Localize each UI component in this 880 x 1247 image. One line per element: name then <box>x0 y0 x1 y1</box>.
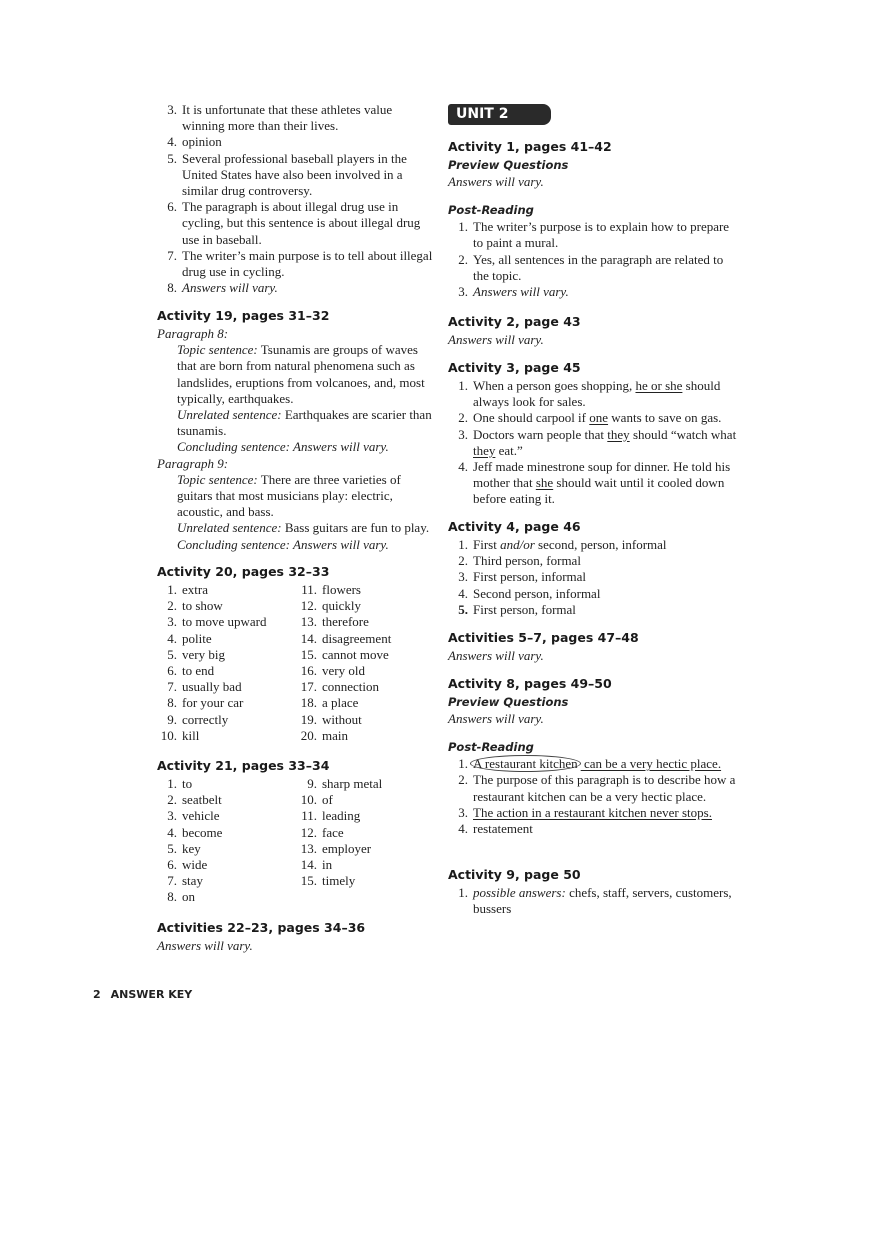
text-segment: they <box>473 442 496 458</box>
item-number: 11. <box>301 582 317 597</box>
topic-sentence <box>157 342 437 407</box>
text-segment: The writer’s main purpose is to tell about illegal drug use in cycling. <box>182 247 433 280</box>
section-heading: Activity 19, pages 31–32 <box>157 308 330 323</box>
section-heading: Activity 4, page 46 <box>448 519 581 534</box>
section-heading: Activity 20, pages 32–33 <box>157 564 330 579</box>
item-number: 19. <box>300 711 317 727</box>
text-segment: It is unfortunate that these athletes value winning more than their lives. <box>182 102 393 134</box>
list-item <box>448 427 738 459</box>
text-segment: she <box>535 475 554 491</box>
list-item <box>297 873 437 889</box>
activity-9 <box>448 866 738 917</box>
item-text <box>468 378 738 410</box>
item-text: to end <box>182 663 215 679</box>
paragraph-label: Paragraph 9: <box>157 455 229 471</box>
item-text: to move upward <box>182 614 267 630</box>
item-number: 20. <box>300 727 317 743</box>
item-number: 17. <box>300 679 317 695</box>
list-item <box>448 602 738 618</box>
list-item <box>297 712 437 728</box>
item-text: a place <box>322 695 359 711</box>
section-heading: Activity 9, page 50 <box>448 867 581 882</box>
item-number: 2. <box>458 553 468 569</box>
item-text: to <box>182 776 193 791</box>
item-text: leading <box>322 808 361 824</box>
list-item <box>297 695 437 711</box>
item-text: wide <box>182 857 208 873</box>
list-item <box>448 553 738 569</box>
text-segment: should always look for sales. <box>473 378 721 410</box>
text-segment: possible answers: <box>473 885 566 900</box>
subheading: Post-Reading <box>448 203 534 218</box>
column-1 <box>157 582 297 744</box>
list-item <box>297 728 437 744</box>
text-segment: Third person, formal <box>473 553 581 569</box>
item-text <box>468 284 738 300</box>
item-number: 7. <box>167 679 177 695</box>
item-number: 4. <box>167 824 177 840</box>
list-item <box>448 219 738 251</box>
activity-1 <box>448 138 738 300</box>
item-text <box>468 553 738 569</box>
list-item <box>448 805 738 821</box>
activity-4 <box>448 518 738 618</box>
section-heading: Activity 1, pages 41–42 <box>448 139 612 154</box>
text-segment: Answers will vary. <box>182 280 278 296</box>
activity-8 <box>448 675 738 837</box>
text-segment: chefs, staff, servers, customers, bussers <box>473 885 732 917</box>
column-2 <box>297 582 437 744</box>
text-segment: and/or <box>500 537 535 552</box>
text-segment: Answers will vary. <box>473 284 569 300</box>
text-segment: can be a very hectic place. <box>580 756 722 772</box>
item-text <box>177 102 437 134</box>
item-number: 16. <box>300 663 317 679</box>
list-item <box>297 857 437 873</box>
item-text <box>468 885 738 917</box>
item-number: 3. <box>167 614 177 630</box>
item-number: 1. <box>167 582 177 597</box>
column-1 <box>157 776 297 906</box>
item-number: 2. <box>167 792 177 808</box>
answer-list <box>448 219 738 300</box>
section-heading: Activity 3, page 45 <box>448 360 581 375</box>
unrelated-sentence <box>157 520 437 536</box>
item-number: 3. <box>167 808 177 824</box>
concluding-sentence: Concluding sentence: Answers will vary. <box>177 439 389 455</box>
list-item <box>448 378 738 410</box>
list-item <box>448 252 738 284</box>
item-number: 4. <box>167 134 177 150</box>
text-segment: he or she <box>635 378 683 393</box>
text-segment: The purpose of this paragraph is to describe how a restaurant kitchen can be a very hectic place. <box>473 772 736 804</box>
answer-text: Answers will vary. <box>157 938 253 953</box>
list-item <box>297 792 437 808</box>
answer-text: Answers will vary. <box>448 648 544 663</box>
list-item <box>157 199 437 248</box>
text-segment: Second person, informal <box>473 585 601 601</box>
list-item <box>448 459 738 508</box>
item-text: sharp metal <box>322 776 383 791</box>
item-number: 2. <box>167 598 177 614</box>
list-item <box>297 647 437 663</box>
footer-label: ANSWER KEY <box>110 988 193 1001</box>
list-item <box>297 825 437 841</box>
item-number: 6. <box>167 199 177 215</box>
item-text: stay <box>182 873 203 889</box>
item-number: 14. <box>300 630 317 646</box>
item-number: 1. <box>458 756 468 772</box>
activity-2 <box>448 313 738 348</box>
item-number: 9. <box>307 776 317 791</box>
subheading: Preview Questions <box>448 158 569 172</box>
item-text <box>177 248 437 280</box>
text-segment: should “watch what <box>629 426 737 442</box>
text-segment: Jeff made minestrone soup for dinner. He told his mother that <box>473 459 731 491</box>
item-number: 5. <box>167 646 177 662</box>
item-text <box>468 586 738 602</box>
list-item <box>297 631 437 647</box>
item-number: 1. <box>458 378 468 393</box>
item-number: 12. <box>300 824 317 840</box>
item-number: 18. <box>300 695 317 711</box>
list-item <box>297 582 437 598</box>
item-text: very big <box>182 646 225 662</box>
item-text: for your car <box>182 695 244 711</box>
list-item <box>297 598 437 614</box>
item-text <box>468 537 738 553</box>
item-text <box>177 199 437 248</box>
list-item <box>157 614 297 630</box>
item-number: 1. <box>458 885 468 900</box>
item-text <box>468 805 738 821</box>
section-heading: Activities 22–23, pages 34–36 <box>157 920 366 935</box>
text-segment: The paragraph is about illegal drug use in cycling, but this sentence is about illegal drug use in baseball. <box>182 199 421 247</box>
list-item <box>157 776 297 792</box>
item-text <box>468 427 738 459</box>
item-text: therefore <box>322 614 369 630</box>
text-segment: The action in a restaurant kitchen never stops. <box>473 804 712 820</box>
item-text: flowers <box>322 582 361 597</box>
item-text: timely <box>322 873 356 889</box>
list-item <box>297 776 437 792</box>
label: Topic sentence: <box>177 342 258 358</box>
list-item <box>157 889 297 905</box>
item-number: 8. <box>167 889 177 905</box>
item-text <box>468 602 738 618</box>
answer-list <box>448 537 738 618</box>
list-item <box>297 808 437 824</box>
item-text: usually bad <box>182 679 242 695</box>
text: There are three varieties of guitars that most musicians play: electric, acoustic, and bass. <box>177 471 401 520</box>
item-number: 4. <box>458 821 468 837</box>
item-number: 4. <box>458 585 468 601</box>
list-item <box>157 808 297 824</box>
item-number: 1. <box>458 537 468 552</box>
item-number: 6. <box>167 857 177 873</box>
item-text: kill <box>182 727 200 743</box>
list-item <box>448 885 738 917</box>
answer-list <box>448 378 738 508</box>
list-item <box>297 614 437 630</box>
item-text <box>177 134 437 150</box>
text-segment: First person, informal <box>473 569 587 585</box>
list-item <box>297 841 437 857</box>
list-item <box>157 792 297 808</box>
text: Bass guitars are fun to play. <box>281 520 430 536</box>
text-segment: second, person, informal <box>534 537 667 552</box>
answer-list <box>448 756 738 837</box>
item-text <box>468 772 738 804</box>
text-segment: they <box>607 426 630 442</box>
text-segment: The writer’s purpose is to explain how to prepare to paint a mural. <box>473 219 730 251</box>
list-item <box>448 756 738 772</box>
item-text <box>177 280 437 296</box>
item-number: 7. <box>167 247 177 263</box>
text-segment: one <box>589 410 609 426</box>
activity-21 <box>157 757 437 906</box>
list-item <box>157 728 297 744</box>
item-number: 3. <box>458 284 468 300</box>
item-text: to show <box>182 598 223 614</box>
item-text: quickly <box>322 598 361 614</box>
list-item <box>157 631 297 647</box>
answer-text: Answers will vary. <box>448 711 544 726</box>
section-heading: Activity 2, page 43 <box>448 314 581 329</box>
list-item <box>157 679 297 695</box>
item-number: 4. <box>167 630 177 646</box>
item-number: 9. <box>167 711 177 727</box>
text-segment: restatement <box>473 821 533 837</box>
section-heading: Activity 8, pages 49–50 <box>448 676 612 691</box>
intro-list <box>157 102 437 296</box>
item-number: 2. <box>458 772 468 788</box>
item-number: 5. <box>458 601 468 617</box>
item-number: 3. <box>458 569 468 585</box>
item-number: 8. <box>167 280 177 296</box>
text-segment: When a person goes shopping, <box>473 378 636 393</box>
item-number: 3. <box>458 804 468 820</box>
item-text <box>468 756 738 772</box>
item-number: 4. <box>458 459 468 475</box>
item-text: in <box>322 857 333 873</box>
list-item <box>448 569 738 585</box>
list-item <box>157 825 297 841</box>
item-text <box>468 459 738 508</box>
label: Unrelated sentence: <box>177 520 282 536</box>
item-text: of <box>322 792 333 808</box>
item-number: 2. <box>458 251 468 267</box>
activity-20 <box>157 563 437 744</box>
paragraph-label: Paragraph 8: <box>157 326 229 341</box>
page-number: 2 <box>93 988 101 1001</box>
item-text: without <box>322 711 362 727</box>
text-segment: One should carpool if <box>473 410 590 426</box>
list-item <box>157 841 297 857</box>
list-item <box>157 102 437 134</box>
list-item <box>448 410 738 426</box>
item-text: main <box>322 727 348 743</box>
list-item <box>157 248 437 280</box>
item-text <box>468 410 738 426</box>
item-text <box>468 219 738 251</box>
activities-5-7 <box>448 629 738 664</box>
item-number: 7. <box>167 873 177 889</box>
list-item <box>157 151 437 200</box>
item-text: disagreement <box>322 630 392 646</box>
item-number: 14. <box>300 857 317 873</box>
subheading: Preview Questions <box>448 695 569 709</box>
list-item <box>297 679 437 695</box>
item-text: on <box>182 889 195 905</box>
text-segment: Yes, all sentences in the paragraph are related to the topic. <box>473 251 724 283</box>
item-text: seatbelt <box>182 792 222 808</box>
subheading: Post-Reading <box>448 740 534 755</box>
label: Topic sentence: <box>177 471 258 487</box>
list-item <box>157 663 297 679</box>
item-number: 6. <box>167 663 177 679</box>
item-number: 10. <box>300 792 317 808</box>
unrelated-sentence <box>157 407 437 439</box>
item-text: cannot move <box>322 646 389 662</box>
concluding-sentence: Concluding sentence: Answers will vary. <box>177 536 389 552</box>
item-number: 8. <box>167 695 177 711</box>
list-item <box>448 821 738 837</box>
list-item <box>448 284 738 300</box>
list-item <box>157 598 297 614</box>
item-text <box>468 569 738 585</box>
column-2 <box>297 776 437 906</box>
list-item <box>157 873 297 889</box>
item-number: 13. <box>300 840 317 856</box>
item-number: 5. <box>167 150 177 166</box>
item-text: extra <box>182 582 208 597</box>
item-text: become <box>182 824 223 840</box>
page-footer <box>93 988 202 1001</box>
text-segment: First <box>473 537 501 552</box>
item-text: very old <box>322 663 365 679</box>
item-text <box>468 821 738 837</box>
text-segment: eat.” <box>495 442 523 458</box>
section-heading: Activities 5–7, pages 47–48 <box>448 630 639 645</box>
list-item <box>157 857 297 873</box>
item-text: polite <box>182 630 212 646</box>
answer-list <box>448 885 738 917</box>
item-number: 15. <box>300 646 317 662</box>
item-text: face <box>322 824 344 840</box>
list-item <box>157 647 297 663</box>
item-number: 10. <box>160 727 177 743</box>
label: Unrelated sentence: <box>177 407 282 423</box>
unit-badge: UNIT 2 <box>448 104 551 125</box>
item-text <box>468 252 738 284</box>
section-heading: Activity 21, pages 33–34 <box>157 758 330 773</box>
item-number: 3. <box>167 102 177 117</box>
list-item <box>157 280 437 296</box>
item-number: 2. <box>458 410 468 426</box>
text-segment: A restaurant kitchen <box>470 755 581 772</box>
item-number: 15. <box>300 873 317 889</box>
text: Tsunamis are groups of waves that are born from natural phenomena such as landslides, eruptions from volcanoes, and, most typically, earthquakes. <box>177 342 425 406</box>
item-number: 11. <box>301 808 317 824</box>
item-text: key <box>182 840 201 856</box>
item-text: correctly <box>182 711 229 727</box>
text-segment: should wait until it cooled down before eating it. <box>473 475 725 507</box>
item-number: 1. <box>458 219 468 235</box>
text-segment: Several professional baseball players in the United States have also been involved in a similar drug controversy. <box>182 150 407 199</box>
activity-19 <box>157 307 437 553</box>
item-number: 13. <box>300 614 317 630</box>
item-number: 5. <box>167 840 177 856</box>
answer-text: Answers will vary. <box>448 332 544 347</box>
list-item <box>157 582 297 598</box>
item-text: vehicle <box>182 808 220 824</box>
list-item <box>157 695 297 711</box>
text-segment: Doctors warn people that <box>473 426 608 442</box>
activity-3 <box>448 359 738 508</box>
text-segment: opinion <box>182 134 222 150</box>
list-item <box>448 537 738 553</box>
list-item <box>448 772 738 804</box>
text-segment: wants to save on gas. <box>608 410 722 426</box>
activities-22-23 <box>157 919 437 954</box>
item-number: 3. <box>458 426 468 442</box>
item-text <box>177 151 437 200</box>
text-segment: First person, formal <box>473 601 576 617</box>
item-text: employer <box>322 840 372 856</box>
topic-sentence <box>157 472 437 521</box>
text: Earthquakes are scarier than tsunamis. <box>177 407 432 439</box>
list-item <box>297 663 437 679</box>
list-item <box>448 586 738 602</box>
item-number: 1. <box>167 776 177 791</box>
list-item <box>157 134 437 150</box>
answer-text: Answers will vary. <box>448 174 544 189</box>
list-item <box>157 712 297 728</box>
item-number: 12. <box>300 598 317 614</box>
item-text: connection <box>322 679 380 695</box>
